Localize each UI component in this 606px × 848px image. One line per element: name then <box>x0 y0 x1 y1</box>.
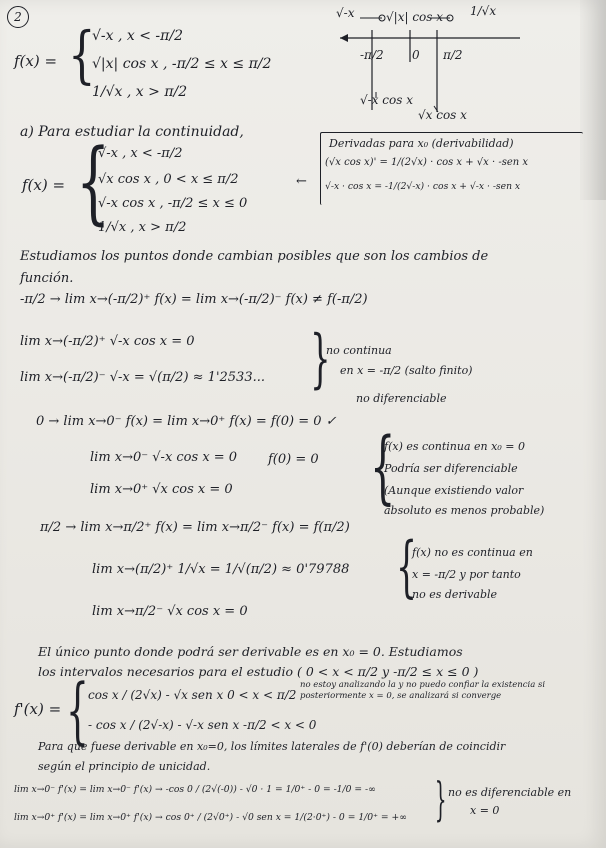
neg-half-pi-note-1: no continua <box>326 344 392 357</box>
number-line-bottom-right: √x cos x <box>418 108 467 122</box>
definition-brace: { <box>68 18 96 91</box>
tick-zero: 0 <box>412 48 420 62</box>
half-pi-line-2: lim x→(π/2)⁺ 1/√x = 1/√(π/2) ≈ 0'79788 <box>92 562 350 577</box>
number-line-label-left: √-x <box>336 6 355 20</box>
neg-half-pi-line-2: lim x→(-π/2)⁺ √-x cos x = 0 <box>20 334 195 349</box>
conclusion-line-1: Para que fuese derivable en x₀=0, los límites laterales de f'(0) deberían de coincidir <box>38 740 506 753</box>
zero-brace: { <box>370 420 396 513</box>
neg-half-pi-line-3: lim x→(-π/2)⁻ √-x = √(π/2) ≈ 1'2533... <box>20 370 265 385</box>
definition-case-3: 1/√x , x > π/2 <box>92 84 188 100</box>
part-a-lhs: f(x) = <box>22 176 66 194</box>
derivative-brace: { <box>66 668 89 752</box>
part-a-case-1: √-x , x < -π/2 <box>98 146 183 161</box>
half-pi-brace: { <box>396 528 417 605</box>
right-limit: lim x→0⁺ f'(x) = lim x→0⁺ f'(x) → cos 0⁺ / (2√0⁺) - √0 sen x = 1/(2·0⁺) - 0 = 1/0⁺ = +∞ <box>14 812 407 823</box>
part-a-case-3: √-x cos x , -π/2 ≤ x ≤ 0 <box>98 196 248 211</box>
half-pi-line-3: lim x→π/2⁻ √x cos x = 0 <box>92 604 248 619</box>
half-pi-note-2: x = -π/2 y por tanto <box>412 568 521 581</box>
derivatives-box-line-2: √-x · cos x = -1/(2√-x) · cos x + √-x · -sen x <box>325 181 521 192</box>
half-pi-line-1: π/2 → lim x→π/2⁺ f(x) = lim x→π/2⁻ f(x) = f(π/2) <box>40 520 350 535</box>
part-a-case-2: √x cos x , 0 < x ≤ π/2 <box>98 172 239 187</box>
final-note-1: no es diferenciable en <box>448 786 572 799</box>
only-point-text: El único punto donde podrá ser derivable es en x₀ = 0. Estudiamos <box>38 644 463 659</box>
derivative-side-note: no estoy analizando la y no puedo confiar la existencia si posteriormente x = 0, se analizará si converge <box>300 680 546 701</box>
zero-line-3: lim x→0⁺ √x cos x = 0 <box>90 482 233 497</box>
part-a-heading: a) Para estudiar la continuidad, <box>20 124 244 140</box>
derivative-lhs: f'(x) = <box>14 700 62 718</box>
definition-lhs: f(x) = <box>14 52 58 70</box>
number-line-sketch <box>0 0 606 130</box>
zero-line-2b: f(0) = 0 <box>268 452 319 467</box>
definition-case-2: √|x| cos x , -π/2 ≤ x ≤ π/2 <box>92 56 272 72</box>
zero-note-3: (Aunque existiendo valor <box>384 484 524 497</box>
problem-number: 2 <box>14 10 22 24</box>
derivative-case-2: - cos x / (2√-x) - √-x sen x -π/2 < x < 0 <box>88 718 317 732</box>
intervals-text: los intervalos necesarios para el estudio ( 0 < x < π/2 y -π/2 ≤ x ≤ 0 ) <box>38 664 479 679</box>
tick-half-pi: π/2 <box>443 48 463 62</box>
derivatives-box-line-1: (√x cos x)' = 1/(2√x) · cos x + √x · -sen x <box>325 157 529 168</box>
part-a-case-4: 1/√x , x > π/2 <box>98 220 187 235</box>
derivative-case-1: cos x / (2√x) - √x sen x 0 < x < π/2 <box>88 688 297 702</box>
number-line-label-right: 1/√x <box>470 4 497 18</box>
neg-half-pi-line-1: -π/2 → lim x→(-π/2)⁺ f(x) = lim x→(-π/2)⁻ f(x) ≠ f(-π/2) <box>20 292 368 307</box>
zero-note-1: f(x) es continua en x₀ = 0 <box>384 440 525 453</box>
number-line-label-middle: √|x| cos x <box>386 10 443 24</box>
zero-line-2: lim x→0⁻ √-x cos x = 0 <box>90 450 238 465</box>
final-note-2: x = 0 <box>470 804 500 817</box>
neg-half-pi-note-3: no diferenciable <box>356 392 447 405</box>
zero-note-2: Podría ser diferenciable <box>384 462 518 475</box>
part-a-brace: { <box>76 130 111 235</box>
box-arrow: ← <box>296 174 307 189</box>
zero-note-4: absoluto es menos probable) <box>384 504 545 517</box>
study-points-text: Estudiamos los puntos donde cambian posibles que son los cambios de función. <box>20 249 489 286</box>
neg-half-pi-brace: { <box>310 322 331 396</box>
neg-half-pi-note-2: en x = -π/2 (salto finito) <box>340 364 473 377</box>
tick-neg-half-pi: -π/2 <box>360 48 384 62</box>
half-pi-note-3: no es derivable <box>412 588 498 601</box>
half-pi-note-1: f(x) no es continua en <box>412 546 533 559</box>
number-line-bottom-left: √-x cos x <box>360 93 413 107</box>
final-brace: { <box>434 772 447 826</box>
derivatives-box-title: Derivadas para x₀ (derivabilidad) <box>329 137 514 150</box>
derivatives-box <box>320 132 583 205</box>
left-limit: lim x→0⁻ f'(x) = lim x→0⁻ f'(x) → -cos 0 / (2√(-0)) - √0 · 1 = 1/0⁺ - 0 = -1/0 = -∞ <box>14 784 376 795</box>
zero-line-1: 0 → lim x→0⁻ f(x) = lim x→0⁺ f(x) = f(0) = 0 ✓ <box>36 414 337 429</box>
definition-case-1: √-x , x < -π/2 <box>92 28 183 44</box>
conclusion-line-2: según el principio de unicidad. <box>38 760 211 773</box>
